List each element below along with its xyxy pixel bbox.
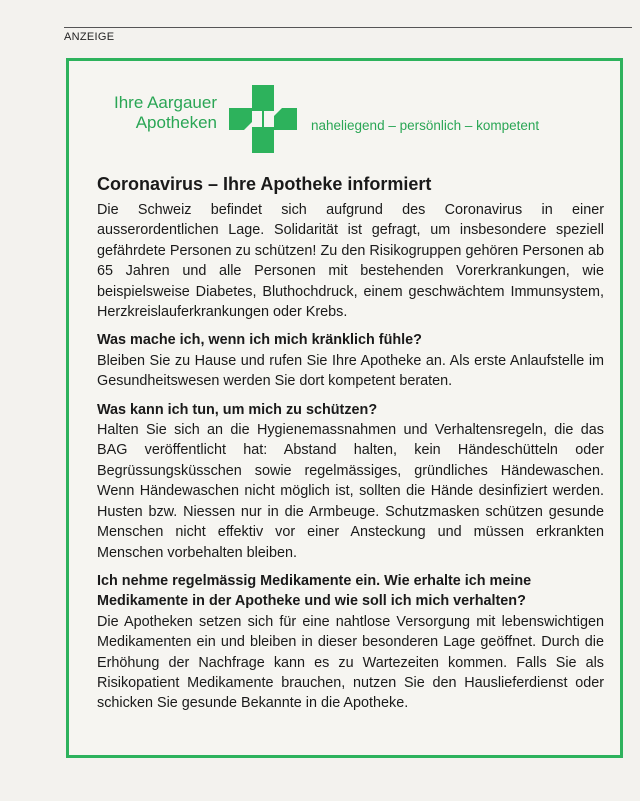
advertisement-label: ANZEIGE [64,31,115,43]
brand-name [95,93,217,133]
pharmacy-cross-icon [229,85,297,153]
section-body: Bleiben Sie zu Hause und rufen Sie Ihre Apotheke an. Als erste Anlaufstelle im Gesundheitswesen werden Sie dort kompetent beraten. [97,352,604,390]
brand-line-1: Ihre Aargauer [113,93,217,112]
section-heading: Was kann ich tun, um mich zu schützen? [97,401,378,418]
section-heading: Was mache ich, wenn ich mich kränklich fühle? [97,332,422,349]
brand-line-2: Apotheken [135,113,217,132]
article-intro: Die Schweiz befindet sich aufgrund des Coronavirus in einer ausserordentlichen Lage. Solidarität ist gefragt, um insbesondere speziell gefährdete Personen zu schützen! Zu den Risikogruppen gehören Personen ab 65 Jahren und alle Personen mit bestehenden Vorerkrankungen, wie beispielsweise Diabetes, Bluthochdruck, einem geschwächtem Immunsystem, Herzkreislauferkrankungen oder Krebs. [97,202,604,321]
article-title: Coronavirus – Ihre Apotheke informiert [97,174,432,194]
section-heading: Ich nehme regelmässig Medikamente ein. Wie erhalte ich meine Medikamente in der Apotheke und wie soll ich mich verhalten? [97,572,532,610]
article [97,173,604,714]
section-body: Die Apotheken setzen sich für eine nahtlose Versorgung mit lebenswichtigen Medikamenten ein und bleiben in dieser besonderen Lage geöffnet. Durch die Erhöhung der Nachfrage kann es zu Wartezeiten kommen. Falls Sie als Risikopatient Medikamente brauchen, nutzen Sie den Hauslieferdienst oder schicken Sie gesunde Bekannte in die Apotheke. [97,613,604,712]
ad-frame [66,58,623,758]
brand-tagline: naheliegend – persönlich – kompetent [311,118,540,133]
section-body: Halten Sie sich an die Hygienemassnahmen und Verhaltensregeln, die das BAG veröffentlicht hat: Abstand halten, kein Händeschütteln oder Begrüssungsküsschen sowie regelmässiges, gründliches Händewaschen. Wenn Händewaschen nicht möglich ist, sollten die Hände desinfiziert werden. Husten bzw. Niessen nur in die Armbeuge. Schutzmasken schützen gesunde Menschen nicht effektiv vor einer Ansteckung und müssen erkrankten Menschen vorbehalten bleiben. [97,422,604,561]
top-rule [64,27,632,28]
